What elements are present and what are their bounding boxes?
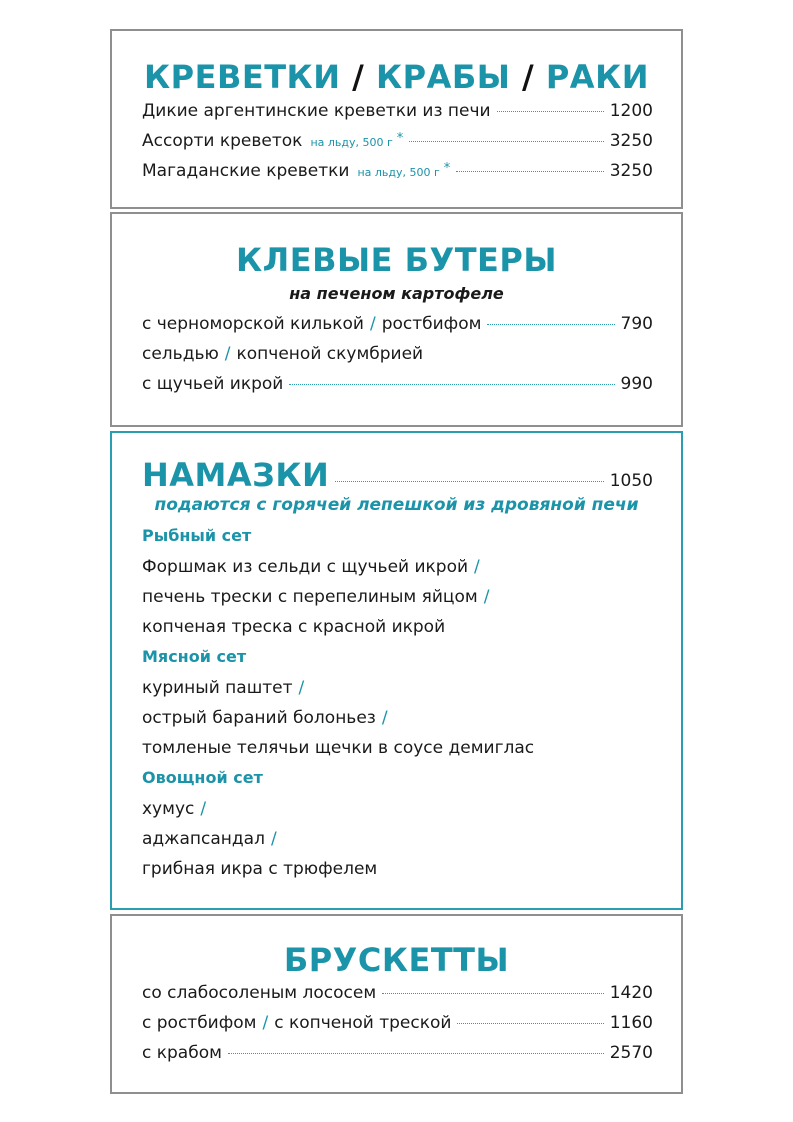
leader-dots (335, 481, 603, 482)
separator-slash: / (381, 708, 388, 728)
menu-item (142, 129, 653, 153)
menu-item (142, 342, 653, 366)
menu-item (142, 1041, 653, 1065)
list-item (142, 615, 445, 639)
leader-dots (409, 141, 603, 142)
section-title: КЛЕВЫЕ БУТЕРЫ (236, 241, 557, 279)
item-name: с черноморской килькой (142, 314, 364, 334)
section-bruschetta (110, 914, 683, 1094)
section-buters (110, 212, 683, 427)
list-item (142, 555, 480, 579)
list-item (142, 827, 277, 851)
section-shrimp (110, 29, 683, 209)
section-title (112, 58, 681, 96)
item-name: печень трески с перепелиным яйцом (142, 587, 478, 607)
title-slash: / (522, 58, 535, 96)
item-name: с щучьей икрой (142, 374, 284, 394)
leader-dots (289, 384, 614, 385)
leader-dots (382, 993, 604, 994)
separator-slash: / (483, 587, 490, 607)
section-price: 1050 (609, 471, 653, 491)
item-name: томленые телячьи щечки в соусе демиглас (142, 738, 535, 758)
item-price: 790 (620, 314, 653, 334)
section-spreads (110, 431, 683, 910)
section-title-row (142, 456, 653, 494)
group-heading: Овощной сет (142, 768, 263, 787)
item-name: Дикие аргентинские креветки из печи (142, 101, 491, 121)
item-name: Ассорти креветок (142, 131, 303, 151)
section-title: БРУСКЕТТЫ (283, 941, 510, 979)
item-name: грибная икра с трюфелем (142, 859, 378, 879)
item-name: ростбифом (381, 314, 482, 334)
menu-item (142, 312, 653, 336)
separator-slash: / (262, 1013, 269, 1033)
list-item (142, 706, 388, 730)
item-price: 2570 (609, 1043, 653, 1063)
title-word: КРЕВЕТКИ (144, 58, 341, 96)
item-name: аджапсандал (142, 829, 265, 849)
item-price: 990 (620, 374, 653, 394)
item-price: 1160 (609, 1013, 653, 1033)
item-price: 3250 (609, 161, 653, 181)
menu-item (142, 159, 653, 183)
leader-dots (497, 111, 604, 112)
title-word: КРАБЫ (375, 58, 511, 96)
separator-slash: / (369, 314, 376, 334)
item-price: 3250 (609, 131, 653, 151)
leader-dots (456, 171, 603, 172)
group-heading: Рыбный сет (142, 526, 252, 545)
item-name: сельдью (142, 344, 219, 364)
section-subtitle: подаются с горячей лепешкой из дровяной печи (154, 495, 639, 515)
menu-item (142, 99, 653, 123)
item-name: Форшмак из сельди с щучьей икрой (142, 557, 469, 577)
item-name: копченой скумбрией (236, 344, 424, 364)
separator-slash: / (474, 557, 480, 577)
separator-slash: / (298, 678, 305, 698)
list-item (142, 736, 534, 760)
item-name: хумус (142, 799, 195, 819)
item-note: на льду, 500 г (310, 136, 393, 149)
item-name: куриный паштет (142, 678, 293, 698)
item-name: со слабосоленым лососем (142, 983, 377, 1003)
list-item (142, 676, 304, 700)
separator-slash: / (200, 799, 207, 819)
leader-dots (457, 1023, 603, 1024)
item-price: 1200 (609, 101, 653, 121)
separator-slash: / (270, 829, 277, 849)
title-word: РАКИ (545, 58, 649, 96)
item-name: с копченой треской (274, 1013, 452, 1033)
menu-item (142, 1011, 653, 1035)
item-name: копченая треска с красной икрой (142, 617, 446, 637)
item-price: 1420 (609, 983, 653, 1003)
section-title: НАМАЗКИ (142, 456, 330, 494)
title-slash: / (352, 58, 365, 96)
list-item (142, 857, 377, 881)
menu-item (142, 372, 653, 396)
item-name: острый бараний болоньез (142, 708, 376, 728)
item-name: с крабом (142, 1043, 222, 1063)
item-name: с ростбифом (142, 1013, 257, 1033)
group-heading: Мясной сет (142, 647, 247, 666)
leader-dots (487, 324, 614, 325)
item-star: * (443, 161, 451, 176)
item-note: на льду, 500 г (357, 166, 440, 179)
section-subtitle: на печеном картофеле (289, 284, 504, 303)
leader-dots (228, 1053, 604, 1054)
menu-item (142, 981, 653, 1005)
list-item (142, 585, 489, 609)
item-name: Магаданские креветки (142, 161, 350, 181)
item-star: * (396, 131, 404, 146)
list-item (142, 797, 206, 821)
separator-slash: / (224, 344, 231, 364)
